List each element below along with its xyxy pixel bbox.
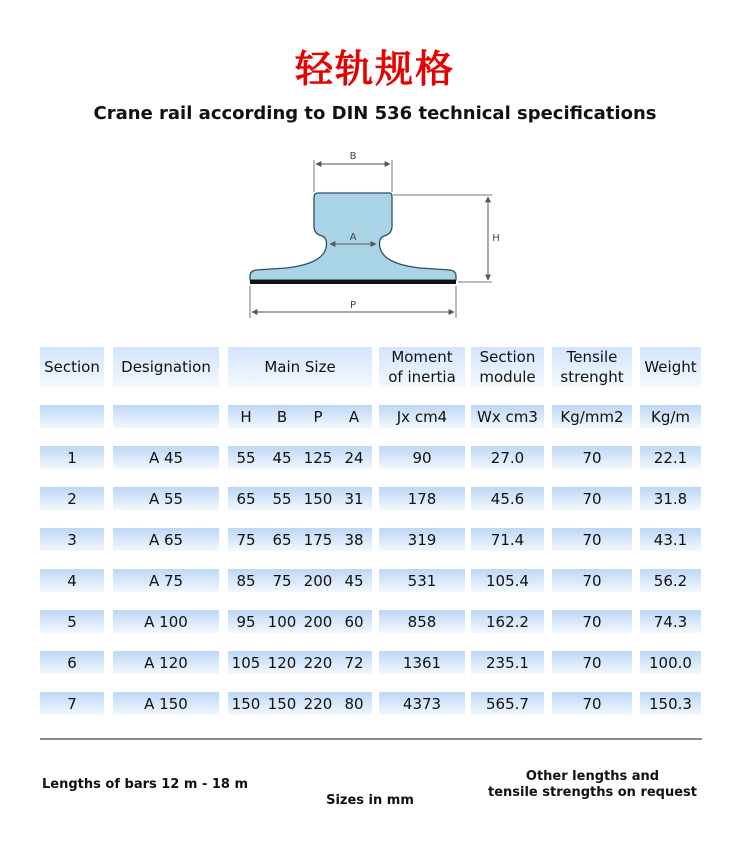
cell-size-h: 65 [236, 489, 256, 508]
cell-size-a: 72 [344, 653, 364, 672]
header-section-module [471, 347, 544, 387]
cell-size-p: 200 [303, 571, 333, 590]
cell-size-h: 105 [231, 653, 261, 672]
cell-designation: A 75 [113, 569, 219, 592]
cell-size-b: 45 [272, 448, 292, 467]
cell-tensile: 70 [552, 528, 632, 551]
cell-size-a: 24 [344, 448, 364, 467]
unit-tensile: Kg/mm2 [552, 405, 632, 428]
cell-moment: 1361 [379, 651, 465, 674]
header-moment-of-inertia [379, 347, 465, 387]
cell-moment: 4373 [379, 692, 465, 715]
header-moment-line2: of inertia [388, 368, 456, 386]
cell-size-h: 75 [236, 530, 256, 549]
cell-module: 162.2 [471, 610, 544, 633]
unit-weight: Kg/m [640, 405, 701, 428]
cell-size-a: 31 [344, 489, 364, 508]
unit-module: Wx cm3 [471, 405, 544, 428]
cell-size-p: 220 [303, 694, 333, 713]
cell-main-size [228, 528, 372, 551]
unit-a: A [348, 407, 360, 426]
cell-size-a: 80 [344, 694, 364, 713]
cell-section: 5 [40, 610, 104, 633]
footer-other-lengths [470, 769, 715, 801]
cell-size-p: 175 [303, 530, 333, 549]
footer-lengths: Lengths of bars 12 m - 18 m [42, 777, 249, 792]
cell-size-p: 200 [303, 612, 333, 631]
header-section: Section [40, 347, 104, 387]
header-tensile-line2: strenght [560, 368, 624, 386]
cell-section: 4 [40, 569, 104, 592]
cell-size-h: 150 [231, 694, 261, 713]
cell-size-b: 65 [272, 530, 292, 549]
dimension-label-b: B [349, 151, 357, 162]
footer-other-line2: tensile strengths on request [487, 785, 698, 800]
cell-size-b: 100 [267, 612, 297, 631]
cell-size-h: 55 [236, 448, 256, 467]
rail-profile-diagram [0, 140, 750, 330]
header-weight: Weight [640, 347, 701, 387]
cell-weight: 22.1 [640, 446, 701, 469]
cell-weight: 31.8 [640, 487, 701, 510]
dimension-label-p: P [349, 300, 357, 311]
cell-size-h: 95 [236, 612, 256, 631]
page-title-chinese: 轻轨规格 [294, 47, 455, 91]
cell-size-p: 220 [303, 653, 333, 672]
cell-tensile: 70 [552, 692, 632, 715]
cell-weight: 43.1 [640, 528, 701, 551]
cell-weight: 100.0 [640, 651, 701, 674]
header-tensile-line1: Tensile [566, 348, 618, 366]
cell-designation: A 45 [113, 446, 219, 469]
units-main-size [228, 405, 372, 428]
cell-section: 6 [40, 651, 104, 674]
header-main-size: Main Size [228, 347, 372, 387]
footer-other-line1: Other lengths and [525, 769, 660, 784]
cell-moment: 178 [379, 487, 465, 510]
rail-base-plate [250, 280, 456, 284]
cell-designation: A 120 [113, 651, 219, 674]
cell-weight: 150.3 [640, 692, 701, 715]
cell-module: 105.4 [471, 569, 544, 592]
cell-tensile: 70 [552, 610, 632, 633]
footer-sizes: Sizes in mm [326, 793, 414, 808]
cell-main-size [228, 487, 372, 510]
cell-designation: A 150 [113, 692, 219, 715]
cell-size-h: 85 [236, 571, 256, 590]
cell-size-b: 55 [272, 489, 292, 508]
footer-divider [40, 738, 702, 740]
cell-tensile: 70 [552, 651, 632, 674]
page-subtitle: Crane rail according to DIN 536 technical specifications [93, 103, 657, 124]
dimension-label-h: H [492, 233, 500, 244]
cell-tensile: 70 [552, 569, 632, 592]
cell-size-p: 125 [303, 448, 333, 467]
cell-tensile: 70 [552, 446, 632, 469]
cell-designation: A 100 [113, 610, 219, 633]
header-module-line1: Section [479, 348, 536, 366]
unit-p: P [313, 407, 323, 426]
unit-moment: Jx cm4 [379, 405, 465, 428]
cell-moment: 90 [379, 446, 465, 469]
cell-moment: 319 [379, 528, 465, 551]
cell-designation: A 55 [113, 487, 219, 510]
cell-size-b: 150 [267, 694, 297, 713]
dimension-label-a: A [349, 232, 357, 243]
units-section-blank [40, 405, 104, 428]
cell-section: 3 [40, 528, 104, 551]
cell-module: 565.7 [471, 692, 544, 715]
cell-module: 27.0 [471, 446, 544, 469]
cell-size-a: 38 [344, 530, 364, 549]
cell-section: 1 [40, 446, 104, 469]
cell-size-a: 60 [344, 612, 364, 631]
cell-module: 235.1 [471, 651, 544, 674]
cell-main-size [228, 446, 372, 469]
cell-main-size [228, 610, 372, 633]
units-designation-blank [113, 405, 219, 428]
cell-size-a: 45 [344, 571, 364, 590]
cell-designation: A 65 [113, 528, 219, 551]
header-tensile-strength [552, 347, 632, 387]
cell-weight: 56.2 [640, 569, 701, 592]
header-designation: Designation [113, 347, 219, 387]
unit-h: H [240, 407, 252, 426]
cell-module: 71.4 [471, 528, 544, 551]
header-module-line2: module [479, 368, 536, 386]
cell-tensile: 70 [552, 487, 632, 510]
cell-size-b: 120 [267, 653, 297, 672]
cell-size-p: 150 [303, 489, 333, 508]
unit-b: B [276, 407, 288, 426]
cell-main-size [228, 692, 372, 715]
cell-section: 2 [40, 487, 104, 510]
header-moment-line1: Moment [391, 348, 453, 366]
cell-section: 7 [40, 692, 104, 715]
cell-moment: 858 [379, 610, 465, 633]
cell-moment: 531 [379, 569, 465, 592]
cell-weight: 74.3 [640, 610, 701, 633]
cell-main-size [228, 569, 372, 592]
cell-size-b: 75 [272, 571, 292, 590]
cell-module: 45.6 [471, 487, 544, 510]
cell-main-size [228, 651, 372, 674]
